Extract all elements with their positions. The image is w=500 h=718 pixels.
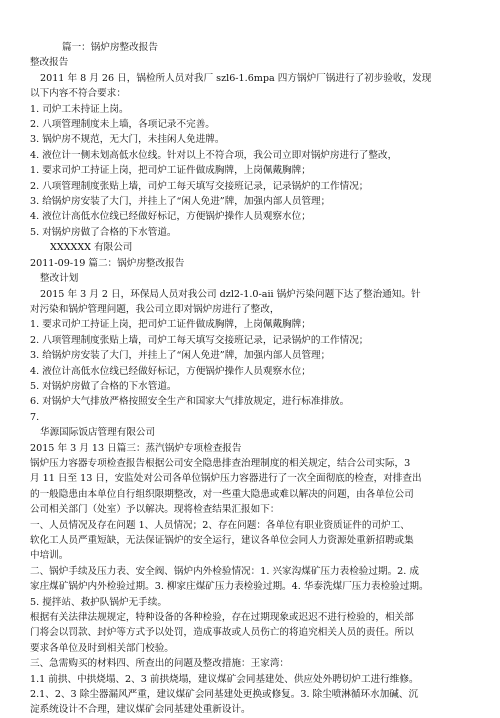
text-line: 2011-09-19 篇二：锅炉房整改报告: [30, 257, 185, 269]
text-line: 三、急需购买的材料四、所查出的问题及整改措施：王家湾：: [30, 658, 290, 670]
text-line: 5. 对锅炉房做了合格的下水管道。: [30, 226, 177, 238]
text-line: 2011 年 8 月 26 日，锅检所人员对我厂 szl6-1.6mpa 四方锅炉厂锅进行了初步验收，发现: [40, 72, 432, 84]
text-line: 4. 液位计高低水位线已经做好标记，方便锅炉操作人员观察水位；: [30, 211, 311, 223]
text-line: 6. 对锅炉大气排放严格按照安全生产和国家大气排放规定，进行标准排放。: [30, 396, 350, 408]
text-line: 锅炉压力容器专项检查报告根据公司安全隐患排查治理制度的相关规定，结合公司实际，3: [30, 457, 411, 469]
text-line: 2. 八项管理制度张贴上墙，司炉工每天填写交接班记录，记录锅炉的工作情况；: [30, 334, 369, 346]
text-line: 对污染和锅炉管理问题，我公司立即对锅炉房进行了整改，: [30, 303, 280, 315]
text-line: 软化工人员严重短缺，无法保证锅炉的安全运行，建议各单位会同人力资源处重新招聘或集: [30, 535, 414, 546]
text-line: 5. 对锅炉房做了合格的下水管道。: [30, 380, 177, 392]
text-line: 7.: [30, 411, 40, 423]
text-line: 3. 锅炉房不规范，无大门，未挂闲人免进牌。: [30, 134, 225, 146]
document-body: [30, 40, 470, 718]
text-line: 华源国际饭店管理有限公司: [40, 427, 156, 439]
text-line: 4. 液位计高低水位线已经做好标记，方便锅炉操作人员观察水位；: [30, 365, 311, 377]
text-line: 月 11 日至 13 日，安监处对公司各单位锅炉压力容器进行了一次全面彻底的检查，对排查出: [30, 473, 422, 485]
text-line: 根据有关法律法规规定，特种设备的各种检验，存在过期现象或迟迟不进行检验的，相关部: [30, 612, 414, 624]
text-line: 4. 液位计一侧未划高低水位线。针对以上不符合项，我公司立即对锅炉房进行了整改，: [30, 149, 398, 161]
text-line: 门将会以罚款、封炉等方式予以处罚，造成事故或人员伤亡的将追究相关人员的责任。所以: [30, 627, 414, 639]
text-line: 1. 要求司炉工持证上岗，把司炉工证件做成胸牌，上岗佩戴胸牌；: [30, 165, 311, 177]
text-line: 1.1 前拱、中拱烧塌、2、3 前拱烧塌，建议煤矿会同基建处、供应处外聘切炉工进行维修。: [30, 673, 419, 685]
text-line: 5. 搅拌站、救护队锅炉无手续。: [30, 596, 167, 608]
text-line: 的一般隐患由本单位自行组织限期整改，对一些重大隐患或难以解决的问题，由各单位公司: [30, 488, 414, 500]
text-line: 一、人员情况及存在问题 1、人员情况；2、存在问题：各单位有职业资质证件的司炉工、: [30, 519, 410, 531]
text-line: 中培训。: [30, 550, 69, 562]
text-line: 二、锅炉手续及压力表、安全阀、锅炉内外检验情况：1. 兴家沟煤矿压力表检验过期。2. 成: [30, 565, 419, 577]
text-line: 整改报告: [30, 57, 69, 69]
text-line: 2. 八项管理制度未上墙，各项记录不完善。: [30, 119, 215, 131]
text-line: 3. 给锅炉房安装了大门，并挂上了“闲人免进”牌，加强内部人员管理；: [30, 350, 331, 362]
text-line: 2015 年 3 月 2 日，环保局人员对我公司 dzl2-1.0-aii 锅炉污染问题下达了整治通知。针: [40, 288, 421, 300]
text-line: 家庄煤矿锅炉内外检验过期。3. 柳家庄煤矿压力表检验过期。4. 华泰洗煤厂压力表检验过期。: [30, 581, 429, 593]
text-line: 3. 给锅炉房安装了大门，并挂上了“闲人免进”牌，加强内部人员管理；: [30, 196, 331, 208]
text-line: 2015 年 3 月 13 日篇三：蒸汽锅炉专项检查报告: [30, 442, 242, 454]
text-line: 要求各单位及时到相关部门校验。: [30, 642, 174, 654]
text-line: 以下内容不符合要求：: [30, 88, 126, 100]
text-line: 整改计划: [40, 273, 79, 285]
text-line: 公司相关部门（处室）予以解决。现将检查结果汇报如下：: [30, 504, 280, 516]
text-line: 2. 八项管理制度张贴上墙，司炉工每天填写交接班记录，记录锅炉的工作情况；: [30, 180, 369, 192]
text-line: 2.1、2、3 除尘器漏风严重，建议煤矿会同基建处更换或修复。3. 除尘喷淋循环水加碱、沉: [30, 689, 419, 701]
text-line: 淀系统设计不合理，建议煤矿会同基建处重新设计。: [30, 704, 251, 716]
text-line: 篇一：锅炉房整改报告: [62, 42, 158, 53]
text-line: 1. 司炉工未持证上岗。: [30, 103, 129, 115]
text-line: XXXXXX 有限公司: [50, 242, 133, 254]
text-line: 1. 要求司炉工持证上岗，把司炉工证件做成胸牌，上岗佩戴胸牌；: [30, 319, 311, 331]
